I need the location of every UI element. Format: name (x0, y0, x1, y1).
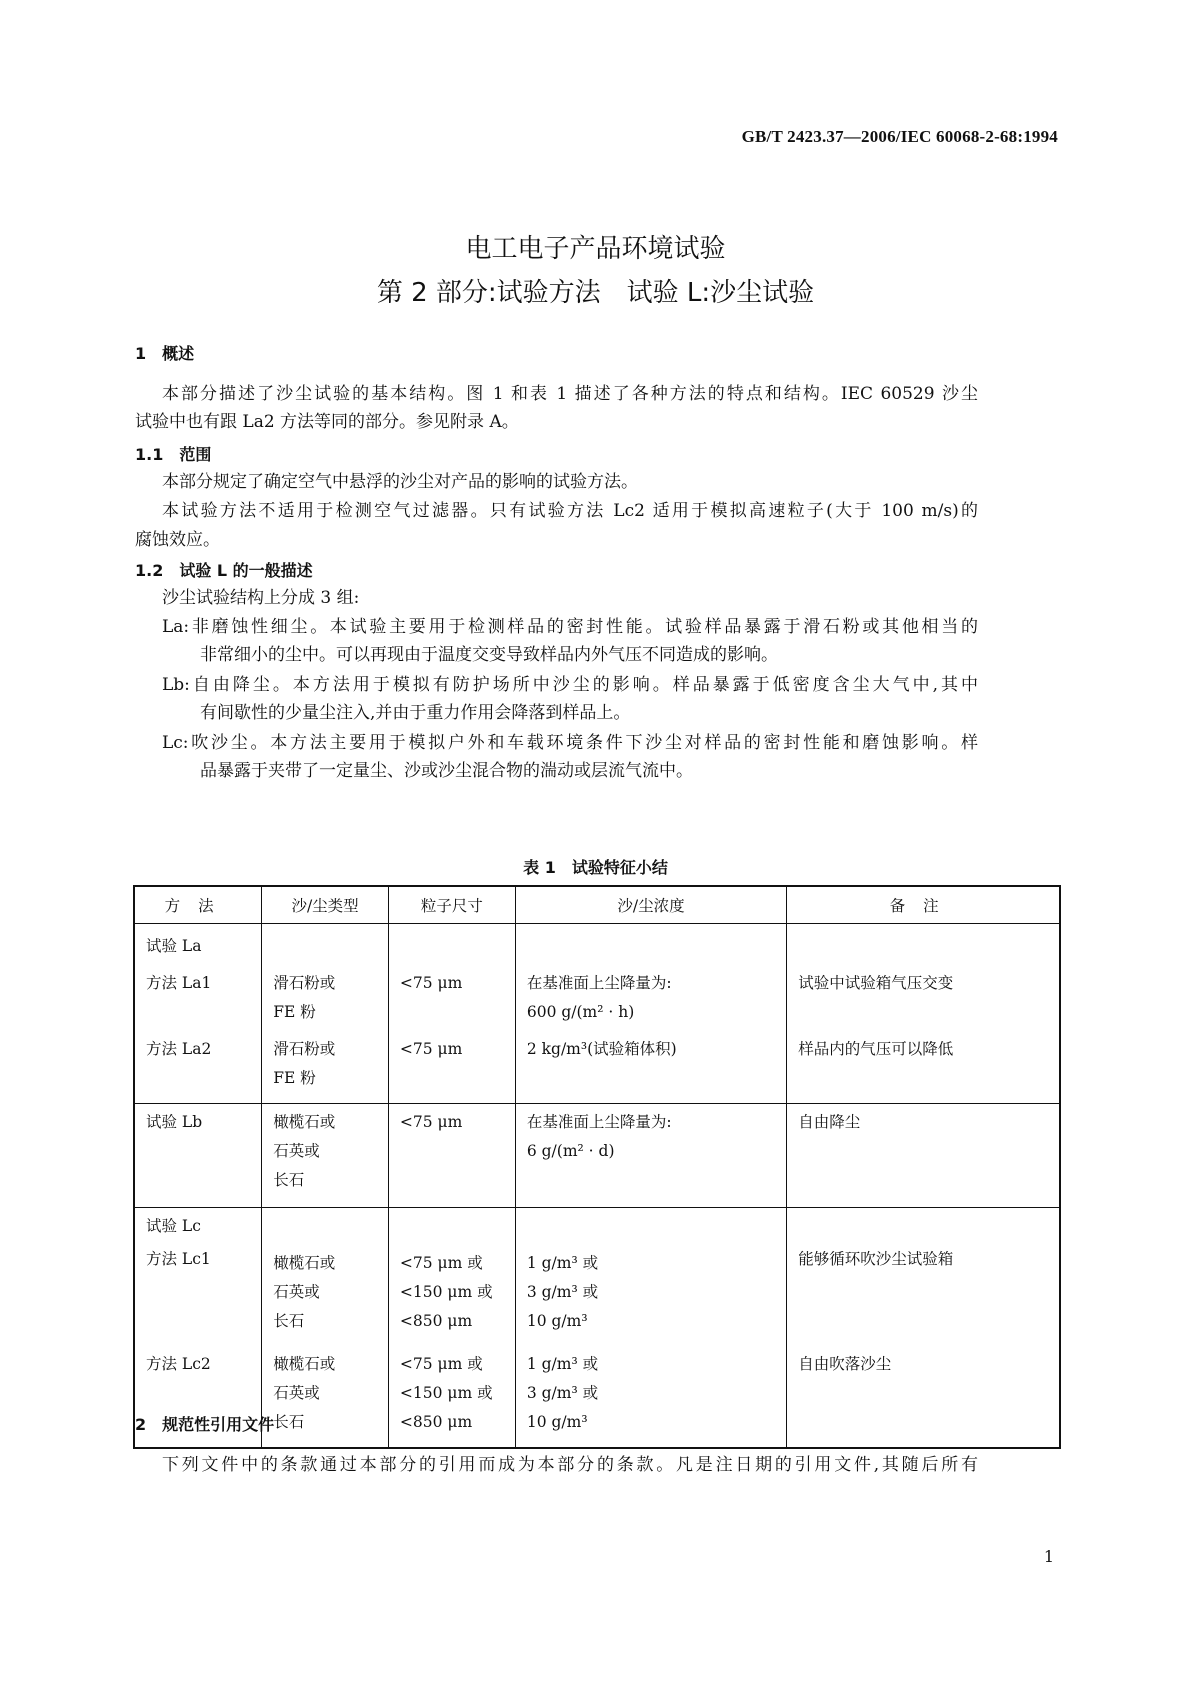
section-1-2-paragraph: 沙尘试验结构上分成 3 组: (162, 588, 360, 608)
test-summary-table (133, 885, 1061, 1449)
la2-size: <75 μm (388, 1027, 515, 1104)
page-number: 1 (1043, 1547, 1054, 1566)
lc-description-line: Lc:吹沙尘。本方法主要用于模拟户外和车载环境条件下沙尘对样品的密封性能和磨蚀影响。样 (162, 733, 978, 753)
lc1-type: 橄榄石或 石英或 长石 (262, 1241, 389, 1344)
method-lc2: 方法 Lc2 (134, 1344, 262, 1448)
header-concentration: 沙/尘浓度 (515, 886, 786, 924)
la-description-line: La:非磨蚀性细尘。本试验主要用于检测样品的密封性能。试验样品暴露于滑石粉或其他相当的 (162, 617, 978, 637)
la1-size: <75 μm (388, 961, 515, 1027)
lc1-size: <75 μm 或 <150 μm 或 <850 μm (388, 1241, 515, 1344)
table-row (134, 1241, 1060, 1344)
section-1-2-heading: 1.2 试验 L 的一般描述 (135, 561, 313, 580)
lc2-size: <75 μm 或 <150 μm 或 <850 μm (388, 1344, 515, 1448)
section-2-heading: 2 规范性引用文件 (135, 1415, 275, 1434)
section-1-1-paragraph-line: 腐蚀效应。 (135, 530, 220, 550)
standard-number: GB/T 2423.37—2006/IEC 60068-2-68:1994 (741, 127, 1058, 146)
document-subtitle: 第 2 部分:试验方法 试验 L:沙尘试验 (376, 278, 815, 308)
lc-description-line: 品暴露于夹带了一定量尘、沙或沙尘混合物的湍动或层流气流中。 (200, 761, 693, 781)
table-caption: 表 1 试验特征小结 (523, 858, 668, 877)
method-lc1: 方法 Lc1 (134, 1241, 262, 1344)
header-method: 方法 (134, 886, 262, 924)
lb-description-line: Lb:自由降尘。本方法用于模拟有防护场所中沙尘的影响。样品暴露于低密度含尘大气中,其中 (162, 675, 978, 695)
table-row (134, 1027, 1060, 1104)
lc1-concentration: 1 g/m³ 或 3 g/m³ 或 10 g/m³ (515, 1241, 786, 1344)
lb-remarks: 自由降尘 (787, 1104, 1060, 1208)
document-title: 电工电子产品环境试验 (465, 234, 726, 264)
lc2-type: 橄榄石或 石英或 长石 (262, 1344, 389, 1448)
section-1-1-heading: 1.1 范围 (135, 445, 212, 464)
table-row (134, 1104, 1060, 1208)
test-lb-label: 试验 Lb (134, 1104, 262, 1208)
table-row (134, 1208, 1060, 1242)
header-size: 粒子尺寸 (388, 886, 515, 924)
test-lc-label: 试验 Lc (134, 1208, 262, 1242)
section-1-heading: 1 概述 (135, 344, 195, 363)
test-la-label: 试验 La (134, 924, 262, 962)
section-1-1-paragraph: 本部分规定了确定空气中悬浮的沙尘对产品的影响的试验方法。 (162, 472, 638, 492)
section-2-paragraph: 下列文件中的条款通过本部分的引用而成为本部分的条款。凡是注日期的引用文件,其随后所有 (162, 1455, 978, 1475)
table-row (134, 961, 1060, 1027)
section-1-1-paragraph-line: 本试验方法不适用于检测空气过滤器。只有试验方法 Lc2 适用于模拟高速粒子(大于 100 m/s)的 (162, 501, 978, 521)
la2-concentration: 2 kg/m³(试验箱体积) (515, 1027, 786, 1104)
lc2-remarks: 自由吹落沙尘 (787, 1344, 1060, 1448)
lb-type: 橄榄石或 石英或 长石 (262, 1104, 389, 1208)
lc1-remarks: 能够循环吹沙尘试验箱 (787, 1241, 1060, 1344)
la1-concentration: 在基准面上尘降量为: 600 g/(m² · h) (515, 961, 786, 1027)
method-la1: 方法 La1 (134, 961, 262, 1027)
la1-type: 滑石粉或 FE 粉 (262, 961, 389, 1027)
la2-type: 滑石粉或 FE 粉 (262, 1027, 389, 1104)
table-header-row (134, 886, 1060, 924)
lb-size: <75 μm (388, 1104, 515, 1208)
header-remarks: 备注 (787, 886, 1060, 924)
la2-remarks: 样品内的气压可以降低 (787, 1027, 1060, 1104)
lb-concentration: 在基准面上尘降量为: 6 g/(m² · d) (515, 1104, 786, 1208)
section-1-paragraph-line: 本部分描述了沙尘试验的基本结构。图 1 和表 1 描述了各种方法的特点和结构。IEC 60529 沙尘 (162, 384, 978, 404)
la-description-line: 非常细小的尘中。可以再现由于温度交变导致样品内外气压不同造成的影响。 (200, 645, 778, 665)
method-la2: 方法 La2 (134, 1027, 262, 1104)
lc2-concentration: 1 g/m³ 或 3 g/m³ 或 10 g/m³ (515, 1344, 786, 1448)
lb-description-line: 有间歇性的少量尘注入,并由于重力作用会降落到样品上。 (200, 703, 631, 723)
table-row (134, 924, 1060, 962)
section-1-paragraph-line: 试验中也有跟 La2 方法等同的部分。参见附录 A。 (135, 412, 519, 432)
header-type: 沙/尘类型 (262, 886, 389, 924)
la1-remarks: 试验中试验箱气压交变 (787, 961, 1060, 1027)
